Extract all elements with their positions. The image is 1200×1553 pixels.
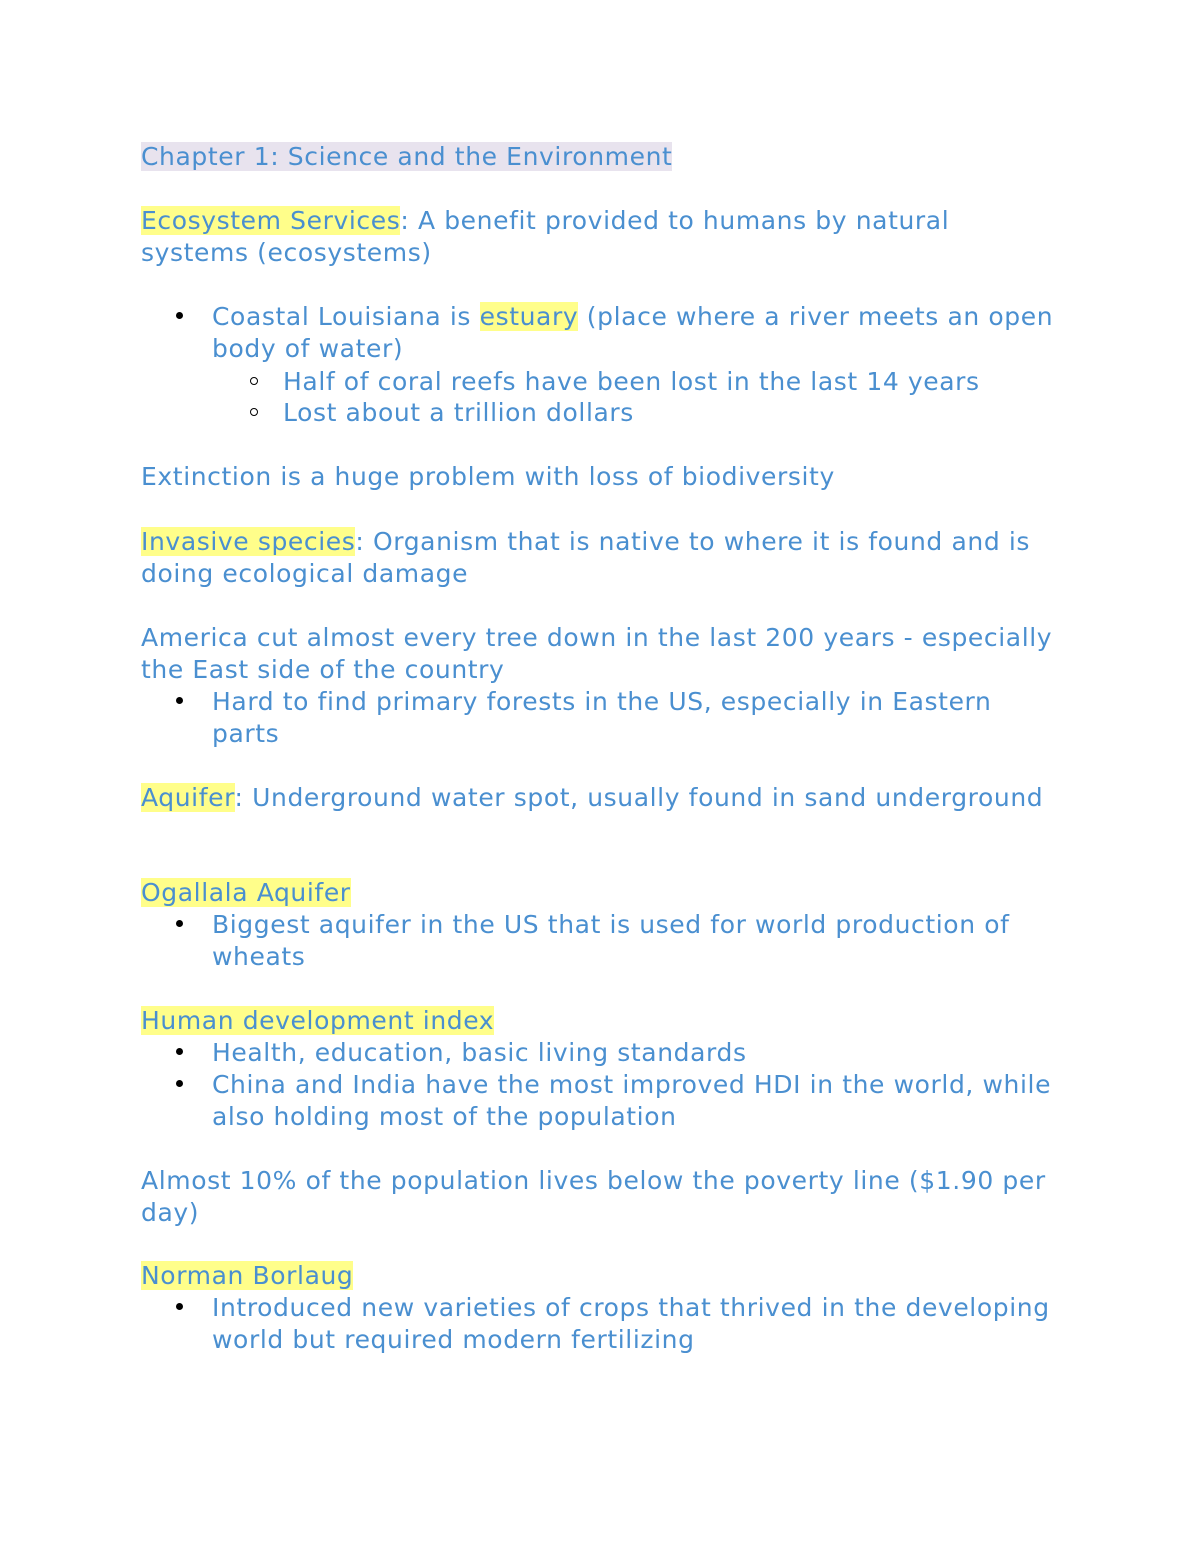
sub-list-item-coral-reefs: Half of coral reefs have been lost in the last 14 years <box>283 366 1063 398</box>
list-item-biggest-aquifer: Biggest aquifer in the US that is used for world production of wheats <box>212 909 1062 973</box>
aquifer-definition <box>141 782 1061 814</box>
invasive-species-term: Invasive species <box>141 527 356 556</box>
list-item-coastal-louisiana <box>212 301 1062 365</box>
estuary-definition: (place where a river meets an open body of water) <box>212 302 1054 363</box>
ogallala-term: Ogallala Aquifer <box>141 878 351 907</box>
sub-list-item-trillion-dollars: Lost about a trillion dollars <box>283 397 1063 429</box>
ecosystem-services-term: Ecosystem Services <box>141 206 401 235</box>
list-item-primary-forests: Hard to find primary forests in the US, especially in Eastern parts <box>212 686 1062 750</box>
estuary-term: estuary <box>479 302 579 331</box>
page-title-text: Chapter 1: Science and the Environment <box>141 142 673 171</box>
aquifer-term: Aquifer <box>141 783 235 812</box>
poverty-paragraph: Almost 10% of the population lives below the poverty line ($1.90 per day) <box>141 1166 1046 1227</box>
invasive-species-definition <box>141 526 1061 590</box>
page-title <box>141 141 1061 173</box>
borlaug-heading <box>141 1260 1061 1292</box>
invasive-species-text: : Organism that is native to where it is found and is doing ecological damage <box>141 527 1031 588</box>
list-item-china-india: China and India have the most improved HDI in the world, while also holding most of the population <box>212 1069 1062 1133</box>
ogallala-heading <box>141 877 1061 909</box>
extinction-paragraph: Extinction is a huge problem with loss of biodiversity <box>141 462 835 491</box>
list-item-hdi-components: Health, education, basic living standards <box>212 1037 1062 1069</box>
america-paragraph: America cut almost every tree down in the last 200 years - especially the East side of the country <box>141 623 1053 684</box>
ecosystem-services-definition <box>141 205 1061 269</box>
hdi-term: Human development index <box>141 1006 495 1035</box>
borlaug-term: Norman Borlaug <box>141 1261 354 1290</box>
list-item-new-crops: Introduced new varieties of crops that thrived in the developing world but required modern fertilizing <box>212 1292 1062 1356</box>
ecosystem-services-text: : A benefit provided to humans by natural systems (ecosystems) <box>141 206 950 267</box>
hdi-heading <box>141 1005 1061 1037</box>
aquifer-text: : Underground water spot, usually found in sand underground <box>234 783 1044 812</box>
coastal-louisiana-text: Coastal Louisiana is <box>212 302 480 331</box>
